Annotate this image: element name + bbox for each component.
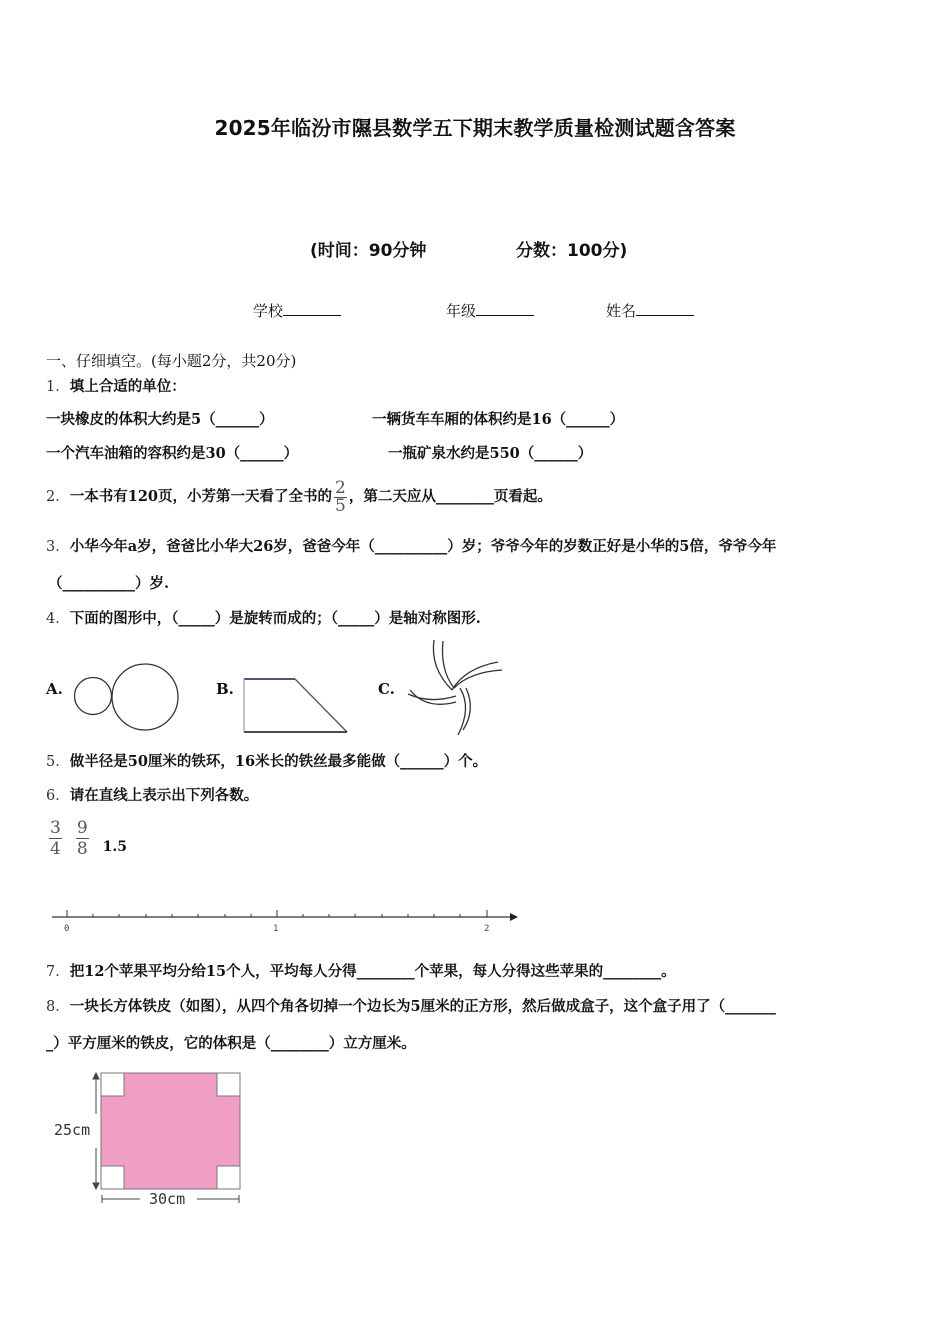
question-text: 填上合适的单位： — [69, 378, 186, 395]
name-label: 姓名 — [606, 302, 637, 320]
school-field[interactable] — [253, 300, 341, 321]
q1-item-fuel-tank: 一个汽车油箱的容积约是30（______） — [46, 445, 299, 462]
tick-label-0: 0 — [64, 924, 70, 934]
number-line[interactable] — [50, 905, 520, 939]
question-text: 做半径是50厘米的铁环，16米长的铁丝最多能做（______）个。 — [69, 753, 488, 770]
numerator: 3 — [50, 818, 61, 838]
question-1 — [46, 377, 186, 397]
grade-field[interactable] — [446, 300, 534, 321]
fraction — [334, 477, 347, 516]
exam-time: (时间：90分钟 — [310, 241, 427, 261]
tick-label-1: 1 — [273, 924, 279, 934]
question-5 — [46, 752, 487, 772]
grade-blank[interactable] — [476, 301, 534, 316]
width-label: 30cm — [149, 1190, 186, 1208]
question-text: 把12个苹果平均分给15个人，平均每人分得________个苹果，每人分得这些苹果的________。 — [69, 963, 676, 980]
question-number: 5． — [46, 754, 70, 770]
numerator: 2 — [335, 477, 346, 498]
sheet-metal-figure — [52, 1070, 252, 1210]
q1-item-eraser: 一块橡皮的体积大约是5（______） — [46, 411, 274, 428]
option-c-label: C. — [378, 680, 395, 698]
trapezoid-figure — [243, 677, 349, 735]
question-3-continued: （__________）岁. — [48, 575, 170, 592]
question-text: 下面的图形中，（_____）是旋转而成的；（_____）是轴对称图形. — [69, 610, 481, 627]
numbers-to-plot — [47, 818, 127, 859]
option-a-label: A. — [46, 680, 63, 698]
question-3 — [46, 537, 776, 557]
school-label: 学校 — [253, 302, 284, 320]
question-6 — [46, 786, 258, 806]
question-number: 1． — [46, 379, 70, 395]
question-text-before: 一本书有120页，小芳第一天看了全书的 — [69, 488, 333, 505]
question-number: 7． — [46, 964, 70, 980]
question-text: 请在直线上表示出下列各数。 — [69, 787, 259, 804]
two-circles-figure — [70, 664, 182, 734]
question-text-after: ，第二天应从________页看起。 — [348, 488, 552, 505]
option-b-label: B. — [216, 680, 234, 698]
section-heading: 一、仔细填空。(每小题2分，共20分) — [46, 352, 297, 370]
fraction-three-quarters — [49, 818, 62, 859]
question-number: 4． — [46, 611, 70, 627]
question-8-continued: _）平方厘米的铁皮，它的体积是（________）立方厘米。 — [46, 1035, 416, 1052]
q1-item-water-bottle: 一瓶矿泉水约是550（______） — [388, 445, 593, 462]
q1-item-truck: 一辆货车车厢的体积约是16（______） — [372, 411, 625, 428]
fraction-nine-eighths — [76, 818, 89, 859]
question-number: 3． — [46, 539, 70, 555]
denominator: 5 — [335, 495, 346, 516]
question-text: 小华今年a岁，爸爸比小华大26岁，爸爸今年（__________）岁；爷爷今年的岁数正好是小华的5倍，爷爷今年 — [69, 538, 777, 555]
height-label: 25cm — [54, 1121, 91, 1139]
question-text: 一块长方体铁皮（如图），从四个角各切掉一个边长为5厘米的正方形，然后做成盒子，这个盒子用了（_______ — [69, 998, 776, 1015]
question-8 — [46, 997, 776, 1017]
tick-label-2: 2 — [484, 924, 490, 934]
exam-score: 分数：100分) — [516, 241, 628, 261]
decimal-value: 1.5 — [102, 838, 128, 855]
numerator: 9 — [76, 818, 88, 838]
page-title: 2025年临汾市隰县数学五下期末教学质量检测试题含答案 — [214, 116, 736, 140]
school-blank[interactable] — [283, 301, 341, 316]
question-number: 6． — [46, 788, 70, 804]
question-number: 8． — [46, 999, 70, 1015]
question-number: 2． — [46, 489, 70, 505]
question-4 — [46, 609, 481, 629]
question-2 — [46, 474, 552, 520]
question-7 — [46, 962, 676, 982]
name-field[interactable] — [606, 300, 694, 321]
denominator: 8 — [76, 839, 88, 859]
pinwheel-figure — [400, 638, 505, 738]
name-blank[interactable] — [636, 301, 694, 316]
denominator: 4 — [50, 839, 61, 859]
grade-label: 年级 — [446, 302, 477, 320]
